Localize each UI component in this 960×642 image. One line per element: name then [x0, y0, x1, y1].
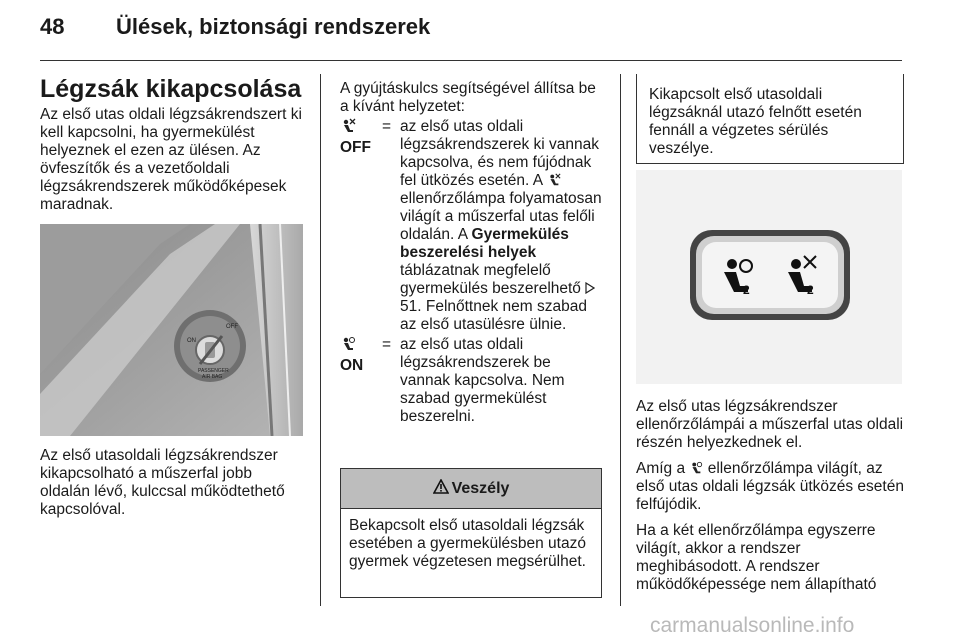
airbag-on-icon	[340, 336, 382, 357]
watermark: carmanualsonline.info	[650, 614, 855, 637]
warning-triangle-icon	[433, 479, 449, 499]
dashboard-illustration	[40, 224, 303, 436]
child-seat-table-link: Gyermekülés beszerelési helyek	[400, 226, 569, 261]
on-definition	[340, 336, 602, 426]
column-3-text	[636, 398, 904, 602]
column-2	[340, 80, 602, 426]
indicator-panel-illustration	[636, 170, 902, 384]
off-reference-text: 51. Felnőttnek nem szabad az első utasülésre ülnie.	[400, 298, 587, 333]
malfunction-paragraph: Ha a két ellenőrzőlámpa egyszerre világít, akkor a rendszer meghibásodott. A rendszer működőképessége nem állapítható	[636, 522, 877, 593]
page-number: 48	[40, 14, 65, 39]
adult-warning-note: Kikapcsolt első utasoldali légzsáknál utazó felnőtt esetén fennáll a végzetes sérülés veszélye.	[636, 74, 904, 164]
off-text-3: táblázatnak megfelelő gyermekülés beszerelhető	[400, 262, 581, 297]
airbag-off-icon	[340, 118, 382, 139]
svg-text:2: 2	[743, 283, 750, 297]
column-divider	[620, 74, 621, 606]
on-key-label: ON	[340, 357, 364, 374]
photo-on-label: ON	[187, 338, 196, 344]
column-divider	[320, 74, 321, 606]
off-equals: =	[382, 118, 392, 135]
column-1	[40, 74, 306, 214]
section-title: Légzsák kikapcsolása	[40, 75, 302, 103]
header-rule	[40, 60, 902, 61]
danger-warning-box	[340, 468, 602, 598]
p2-end: ellenőrzőlámpa világít, az első utas oldali légzsák ütközés esetén felfújódik.	[636, 460, 904, 513]
photo-off-label: OFF	[226, 324, 238, 330]
off-text-2: ellenőrzőlámpa folyamatosan világít a műszerfal utas felőli oldalán. A	[400, 190, 602, 243]
page-header-title: Ülések, biztonsági rendszerek	[116, 14, 431, 39]
dashboard-switch-photo	[40, 224, 303, 436]
warning-title: Veszély	[451, 479, 510, 497]
airbag-off-icon	[547, 172, 561, 189]
photo-caption: Az első utasoldali légzsákrendszer kikapcsolható a műszerfal jobb oldalán lévő, kulccsal működtethető kapcsolóval.	[40, 447, 285, 518]
indicator-location-paragraph: Az első utas légzsákrendszer ellenőrzőlámpái a műszerfal utas oldali részén helyezkednek el.	[636, 398, 904, 451]
warning-header	[341, 469, 601, 509]
position-intro: A gyújtáskulcs segítségével állítsa be a kívánt helyzetet:	[340, 80, 596, 115]
svg-text:2: 2	[807, 283, 814, 297]
photo-airbag-label: AIR BAG	[202, 374, 223, 380]
off-text-1: az első utas oldali légzsákrendszerek ki vannak kapcsolva, és nem fújódnak fel ütközés esetén. A	[400, 118, 600, 189]
off-key-label: OFF	[340, 139, 371, 156]
off-description	[400, 118, 602, 334]
on-equals: =	[382, 336, 392, 353]
on-description: az első utas oldali légzsákrendszerek be vannak kapcsolva. Nem szabad gyermekülést beszerelni.	[400, 336, 565, 425]
intro-paragraph: Az első utas oldali légzsákrendszert ki kell kapcsolni, ha gyermekülést helyeznek el ezen az ülésen. Az övfeszítők és a vezetőoldali légzsákrendszerek működőképesek maradnak.	[40, 106, 302, 213]
indicator-panel-photo	[636, 170, 902, 384]
indicator-on-paragraph	[636, 460, 904, 514]
p2-start: Amíg a	[636, 460, 686, 477]
warning-text: Bekapcsolt első utasoldali légzsák esetében a gyermekülésben utazó gyermek végzetesen megsérülhet.	[349, 517, 586, 570]
off-definition	[340, 118, 602, 334]
photo-passenger-label: PASSENGER	[198, 368, 229, 374]
reference-arrow-icon	[585, 280, 595, 297]
airbag-on-icon	[689, 460, 707, 477]
